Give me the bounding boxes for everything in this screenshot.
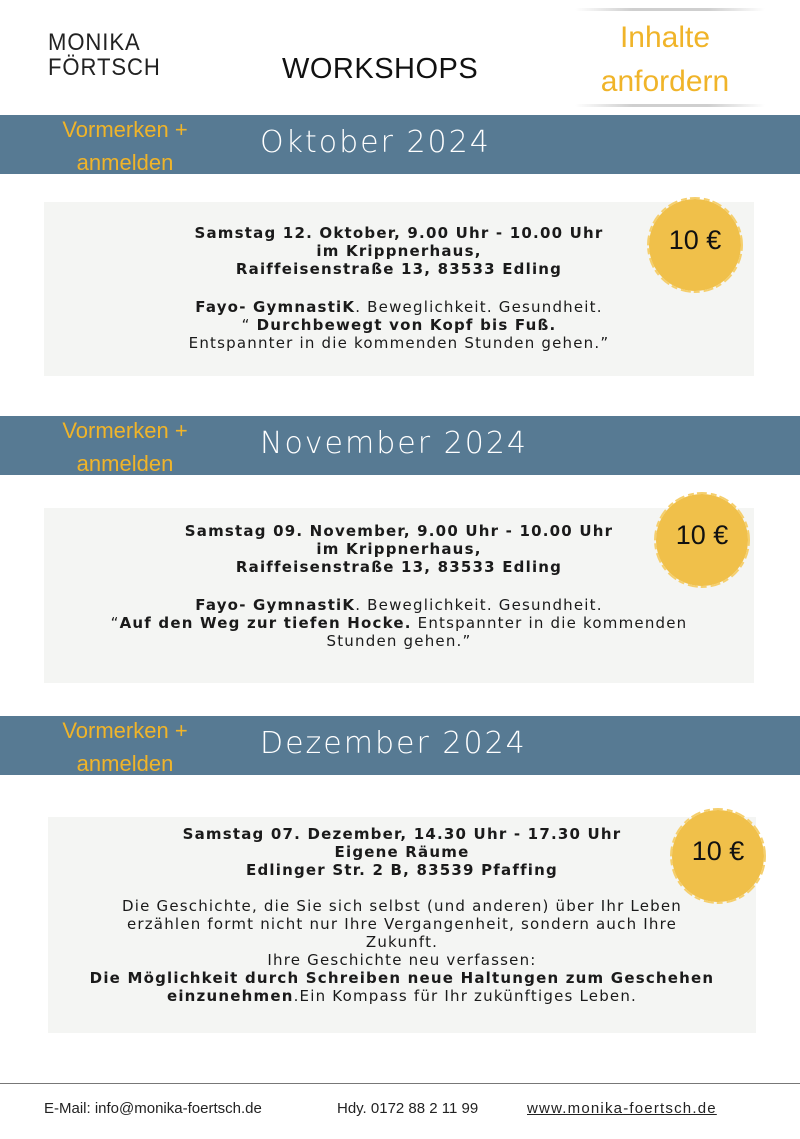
section-header-october [0,115,800,174]
reserve-line-1: Vormerken + [62,117,188,142]
workshop-description [44,596,754,650]
request-content-button[interactable] [555,8,775,108]
workshop-info [48,825,756,879]
desc-text: . Beweglichkeit. Gesundheit. [355,596,603,614]
section-header-december [0,716,800,775]
section-header-november [0,416,800,475]
workshop-date: Samstag 12. Oktober, 9.00 Uhr - 10.00 Uhr [194,224,604,242]
workshop-address: Edlinger Str. 2 B, 83539 Pfaffing [246,861,558,879]
month-title: Oktober 2024 [260,125,491,160]
workshop-date: Samstag 09. November, 9.00 Uhr - 10.00 Uhr [184,522,614,540]
page-title: WORKSHOPS [282,53,479,85]
desc-line: erzählen formt nicht nur Ihre Vergangenheit, sondern auch Ihre [126,915,678,933]
workshop-description [104,298,694,352]
workshop-venue: im Krippnerhaus, [316,242,482,260]
workshop-info [104,224,694,278]
workshop-venue: Eigene Räume [334,843,470,861]
price-label: 10 € [668,225,722,255]
desc-text: .Ein Kompass für Ihr zukünftiges Leben. [293,987,638,1005]
reserve-line-2: anmelden [76,751,174,776]
price-label: 10 € [675,520,729,550]
footer-phone: Hdy. 0172 88 2 11 99 [337,1100,479,1117]
desc-quote: “ [110,614,120,632]
cta-line-1: Inhalte [619,21,711,54]
reserve-link-october[interactable] [40,113,210,179]
price-badge [668,806,768,906]
footer-divider [0,1083,800,1084]
footer-email[interactable]: E-Mail: info@monika-foertsch.de [44,1100,262,1117]
desc-bold: Die Möglichkeit durch Schreiben neue Haltungen zum Geschehen [89,969,715,987]
workshop-description [48,897,756,1005]
desc-text: Stunden gehen.” [326,632,472,650]
desc-bold: Fayo- GymnastiK [195,596,356,614]
workshop-date: Samstag 07. Dezember, 14.30 Uhr - 17.30 Uhr [182,825,622,843]
workshop-info [74,522,724,576]
workshop-address: Raiffeisenstraße 13, 83533 Edling [235,260,563,278]
desc-bold: einzunehmen [166,987,294,1005]
workshop-card-december [48,817,756,1033]
logo-line-2: FÖRTSCH [48,54,161,81]
cta-bottom-divider [575,104,765,107]
reserve-line-1: Vormerken + [62,718,188,743]
workshop-venue: im Krippnerhaus, [316,540,482,558]
footer-website-link[interactable]: www.monika-foertsch.de [527,1100,717,1117]
cta-top-divider [575,8,765,11]
cta-line-2: anfordern [600,65,730,98]
desc-bold: Auf den Weg zur tiefen Hocke. [119,614,412,632]
desc-bold: Durchbewegt von Kopf bis Fuß. [256,316,557,334]
desc-text: . Beweglichkeit. Gesundheit. [355,298,603,316]
reserve-link-december[interactable] [40,714,210,780]
brand-logo [48,30,168,80]
desc-text: Entspannter in die kommenden [411,614,688,632]
month-title: November 2024 [260,426,528,461]
desc-bold: Fayo- GymnastiK [195,298,356,316]
desc-quote: “ [241,316,257,334]
price-badge [645,195,745,295]
price-label: 10 € [691,836,745,866]
price-badge [652,490,752,590]
logo-line-1: MONIKA [48,29,141,56]
workshop-card-november [44,508,754,683]
reserve-line-2: anmelden [76,150,174,175]
desc-line: Die Geschichte, die Sie sich selbst (und anderen) über Ihr Leben [121,897,682,915]
workshop-address: Raiffeisenstraße 13, 83533 Edling [235,558,563,576]
reserve-line-1: Vormerken + [62,418,188,443]
month-title: Dezember 2024 [260,726,527,761]
desc-text: Entspannter in die kommenden Stunden gehen.” [188,334,610,352]
reserve-line-2: anmelden [76,451,174,476]
reserve-link-november[interactable] [40,414,210,480]
desc-line: Zukunft. [365,933,439,951]
desc-line: Ihre Geschichte neu verfassen: [267,951,537,969]
